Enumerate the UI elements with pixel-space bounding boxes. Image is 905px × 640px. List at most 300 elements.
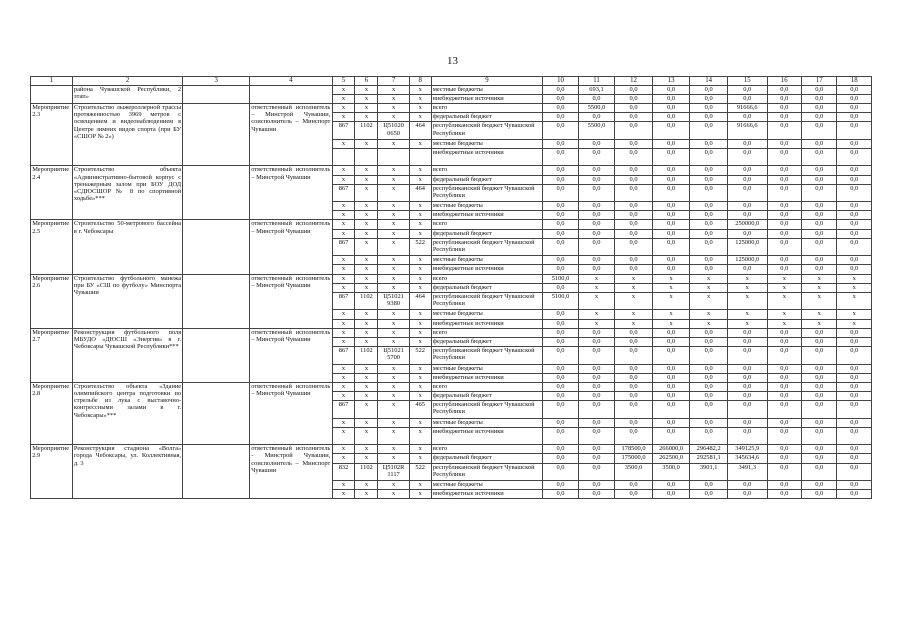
year-value: 0,0 bbox=[578, 166, 615, 175]
year-value: 0,0 bbox=[652, 328, 690, 337]
grbs-code: x bbox=[332, 229, 355, 238]
target-article-code: x bbox=[378, 283, 409, 292]
year-value: 0,0 bbox=[543, 481, 578, 490]
year-value: 0,0 bbox=[543, 175, 578, 184]
target-article-code: x bbox=[378, 265, 409, 274]
year-value: 0,0 bbox=[690, 184, 728, 201]
year-value: 0,0 bbox=[578, 265, 615, 274]
year-value: x bbox=[767, 283, 801, 292]
column-number-17: 17 bbox=[802, 77, 837, 86]
year-value: 0,0 bbox=[652, 256, 690, 265]
year-value: 0,0 bbox=[578, 401, 615, 418]
grbs-code: x bbox=[332, 337, 355, 346]
grbs-code: x bbox=[332, 454, 355, 463]
year-value: x bbox=[727, 292, 767, 309]
year-value: 0,0 bbox=[767, 220, 801, 229]
year-value: 0,0 bbox=[578, 481, 615, 490]
expense-type-code: x bbox=[409, 454, 431, 463]
year-value: 5500,0 bbox=[578, 103, 615, 112]
event-col3 bbox=[183, 166, 250, 220]
year-value: x bbox=[615, 292, 653, 309]
year-value: 0,0 bbox=[578, 490, 615, 499]
year-value: 0,0 bbox=[578, 94, 615, 103]
event-name: Строительство объекта «Административно-бытовой корпус с тренажерным залом при БОУ ДОД «СДЮСШОР № 8 по спортивной ходьбе»*** bbox=[72, 166, 183, 220]
year-value: 0,0 bbox=[727, 418, 767, 427]
year-value: 0,0 bbox=[543, 418, 578, 427]
expense-type-code: x bbox=[409, 392, 431, 401]
year-value: 0,0 bbox=[767, 202, 801, 211]
funding-source: местные бюджеты bbox=[431, 256, 543, 265]
year-value: x bbox=[652, 292, 690, 309]
year-value: 0,0 bbox=[578, 238, 615, 255]
year-value: 0,0 bbox=[727, 175, 767, 184]
year-value: 0,0 bbox=[652, 122, 690, 139]
funding-source: всего bbox=[431, 220, 543, 229]
funding-source: федеральный бюджет bbox=[431, 283, 543, 292]
funding-source: местные бюджеты bbox=[431, 364, 543, 373]
section-code: x bbox=[355, 373, 378, 382]
section-code: x bbox=[355, 103, 378, 112]
event-col3 bbox=[183, 274, 250, 328]
year-value: 0,0 bbox=[690, 85, 728, 94]
year-value: 0,0 bbox=[767, 229, 801, 238]
year-value: 0,0 bbox=[837, 166, 872, 175]
year-value: 0,0 bbox=[767, 481, 801, 490]
table-row bbox=[31, 274, 872, 283]
expense-type-code: x bbox=[409, 211, 431, 220]
section-code: 1102 bbox=[355, 122, 378, 139]
expense-type-code bbox=[409, 148, 431, 165]
grbs-code: x bbox=[332, 265, 355, 274]
expense-type-code: x bbox=[409, 283, 431, 292]
executor: ответственный исполнитель – Минстрой Чувашии bbox=[250, 220, 332, 274]
section-code: 1102 bbox=[355, 292, 378, 309]
year-value: 0,0 bbox=[652, 113, 690, 122]
budget-table bbox=[30, 76, 872, 499]
column-number-12: 12 bbox=[615, 77, 653, 86]
year-value: 0,0 bbox=[837, 148, 872, 165]
year-value: 0,0 bbox=[690, 364, 728, 373]
section-code: 1102 bbox=[355, 463, 378, 480]
grbs-code: 867 bbox=[332, 238, 355, 255]
target-article-code: x bbox=[378, 427, 409, 444]
year-value: 0,0 bbox=[615, 256, 653, 265]
year-value: 5500,0 bbox=[578, 122, 615, 139]
event-name: района Чувашской Республики, 2 этап» bbox=[72, 85, 183, 103]
target-article-code: x bbox=[378, 211, 409, 220]
year-value: x bbox=[727, 283, 767, 292]
year-value: 0,0 bbox=[615, 139, 653, 148]
funding-source: республиканский бюджет Чувашской Республики bbox=[431, 292, 543, 309]
grbs-code: x bbox=[332, 166, 355, 175]
year-value: 0,0 bbox=[837, 113, 872, 122]
year-value: 0,0 bbox=[802, 103, 837, 112]
year-value: 0,0 bbox=[543, 445, 578, 454]
section-code: x bbox=[355, 490, 378, 499]
year-value: 0,0 bbox=[802, 328, 837, 337]
year-value: 3901,1 bbox=[690, 463, 728, 480]
year-value: 0,0 bbox=[837, 94, 872, 103]
executor bbox=[250, 85, 332, 103]
target-article-code: x bbox=[378, 139, 409, 148]
target-article-code: x bbox=[378, 373, 409, 382]
year-value: 0,0 bbox=[802, 94, 837, 103]
year-value: x bbox=[837, 292, 872, 309]
target-article-code bbox=[378, 148, 409, 165]
year-value: x bbox=[690, 310, 728, 319]
year-value: 0,0 bbox=[690, 481, 728, 490]
grbs-code: x bbox=[332, 310, 355, 319]
funding-source: федеральный бюджет bbox=[431, 392, 543, 401]
year-value: 0,0 bbox=[652, 382, 690, 391]
expense-type-code: x bbox=[409, 328, 431, 337]
table-row bbox=[31, 220, 872, 229]
grbs-code: x bbox=[332, 139, 355, 148]
year-value: x bbox=[615, 310, 653, 319]
year-value: 0,0 bbox=[578, 373, 615, 382]
year-value: x bbox=[767, 274, 801, 283]
grbs-code: 867 bbox=[332, 401, 355, 418]
funding-source: внебюджетные источники bbox=[431, 490, 543, 499]
year-value: 0,0 bbox=[615, 347, 653, 364]
year-value: x bbox=[652, 319, 690, 328]
funding-source: всего bbox=[431, 103, 543, 112]
year-value: 0,0 bbox=[690, 337, 728, 346]
year-value: 0,0 bbox=[690, 418, 728, 427]
year-value: 0,0 bbox=[837, 229, 872, 238]
year-value: 0,0 bbox=[690, 265, 728, 274]
year-value: 0,0 bbox=[578, 347, 615, 364]
target-article-code: Ц51020 0650 bbox=[378, 122, 409, 139]
year-value: 125000,0 bbox=[727, 238, 767, 255]
column-number-3: 3 bbox=[183, 77, 250, 86]
year-value: 0,0 bbox=[767, 94, 801, 103]
year-value: 0,0 bbox=[543, 220, 578, 229]
year-value: 0,0 bbox=[837, 211, 872, 220]
year-value: 0,0 bbox=[578, 427, 615, 444]
year-value: x bbox=[802, 319, 837, 328]
expense-type-code: 522 bbox=[409, 463, 431, 480]
year-value: 0,0 bbox=[727, 184, 767, 201]
year-value: 5100,0 bbox=[543, 274, 578, 283]
year-value: 0,0 bbox=[652, 427, 690, 444]
target-article-code: x bbox=[378, 454, 409, 463]
column-number-8: 8 bbox=[409, 77, 431, 86]
year-value: 0,0 bbox=[690, 427, 728, 444]
funding-source: местные бюджеты bbox=[431, 418, 543, 427]
year-value: 0,0 bbox=[615, 175, 653, 184]
target-article-code: x bbox=[378, 392, 409, 401]
year-value: 0,0 bbox=[543, 103, 578, 112]
expense-type-code: x bbox=[409, 445, 431, 454]
funding-source: всего bbox=[431, 328, 543, 337]
section-code: x bbox=[355, 113, 378, 122]
column-number-2: 2 bbox=[72, 77, 183, 86]
year-value: 0,0 bbox=[615, 427, 653, 444]
year-value: 0,0 bbox=[767, 392, 801, 401]
section-code: 1102 bbox=[355, 347, 378, 364]
event-name: Строительство лыжероллерной трассы протяженностью 3969 метров с освещением и видеонаблюдением в Центре зимних видов спорта (при БУ «СШОР № 2») bbox=[72, 103, 183, 165]
section-code: x bbox=[355, 481, 378, 490]
year-value: 0,0 bbox=[615, 229, 653, 238]
year-value: 0,0 bbox=[543, 113, 578, 122]
year-value: x bbox=[837, 274, 872, 283]
event-label: Мероприятие 2.3 bbox=[31, 103, 73, 165]
grbs-code: x bbox=[332, 392, 355, 401]
year-value: 0,0 bbox=[615, 328, 653, 337]
funding-source: республиканский бюджет Чувашской Республики bbox=[431, 401, 543, 418]
year-value: 0,0 bbox=[837, 238, 872, 255]
expense-type-code: x bbox=[409, 175, 431, 184]
expense-type-code: x bbox=[409, 265, 431, 274]
executor: ответственный исполнитель – Минстрой Чувашии bbox=[250, 328, 332, 382]
year-value: 0,0 bbox=[690, 328, 728, 337]
year-value: 0,0 bbox=[727, 373, 767, 382]
year-value: 0,0 bbox=[690, 211, 728, 220]
year-value: 0,0 bbox=[543, 283, 578, 292]
year-value: 0,0 bbox=[837, 265, 872, 274]
section-code: x bbox=[355, 166, 378, 175]
year-value: 0,0 bbox=[802, 229, 837, 238]
year-value: 0,0 bbox=[543, 364, 578, 373]
target-article-code: x bbox=[378, 175, 409, 184]
target-article-code: x bbox=[378, 85, 409, 94]
year-value: 0,0 bbox=[578, 463, 615, 480]
year-value: 0,0 bbox=[727, 401, 767, 418]
year-value: 0,0 bbox=[767, 337, 801, 346]
event-name: Реконструкция футбольного поля МБУДО «ДЮСШ «Энергия» в г. Чебоксары Чувашской Республики*** bbox=[72, 328, 183, 382]
year-value: 0,0 bbox=[837, 139, 872, 148]
year-value: x bbox=[578, 319, 615, 328]
grbs-code: x bbox=[332, 202, 355, 211]
year-value: 0,0 bbox=[690, 139, 728, 148]
year-value: 0,0 bbox=[802, 202, 837, 211]
year-value: 0,0 bbox=[543, 122, 578, 139]
year-value: 0,0 bbox=[767, 166, 801, 175]
year-value: 0,0 bbox=[578, 113, 615, 122]
target-article-code: Ц5102R 1117 bbox=[378, 463, 409, 480]
year-value: 0,0 bbox=[802, 113, 837, 122]
year-value: 0,0 bbox=[767, 139, 801, 148]
grbs-code: x bbox=[332, 382, 355, 391]
year-value: 0,0 bbox=[802, 256, 837, 265]
year-value: 0,0 bbox=[767, 382, 801, 391]
target-article-code: x bbox=[378, 337, 409, 346]
funding-source: внебюджетные источники bbox=[431, 211, 543, 220]
year-value: 0,0 bbox=[543, 229, 578, 238]
year-value: 0,0 bbox=[727, 481, 767, 490]
year-value: 0,0 bbox=[615, 103, 653, 112]
funding-source: внебюджетные источники bbox=[431, 373, 543, 382]
year-value: 0,0 bbox=[727, 392, 767, 401]
year-value: 0,0 bbox=[767, 238, 801, 255]
target-article-code: x bbox=[378, 274, 409, 283]
year-value: 0,0 bbox=[727, 113, 767, 122]
year-value: 0,0 bbox=[727, 202, 767, 211]
year-value: 0,0 bbox=[543, 337, 578, 346]
year-value: 0,0 bbox=[727, 382, 767, 391]
target-article-code: x bbox=[378, 103, 409, 112]
year-value: 0,0 bbox=[690, 347, 728, 364]
year-value: 91666,6 bbox=[727, 103, 767, 112]
year-value: 0,0 bbox=[578, 139, 615, 148]
year-value: 0,0 bbox=[690, 382, 728, 391]
funding-source: внебюджетные источники bbox=[431, 148, 543, 165]
year-value: 0,0 bbox=[578, 211, 615, 220]
year-value: 0,0 bbox=[837, 427, 872, 444]
year-value: 0,0 bbox=[727, 94, 767, 103]
target-article-code: x bbox=[378, 364, 409, 373]
expense-type-code: x bbox=[409, 166, 431, 175]
year-value: 0,0 bbox=[615, 238, 653, 255]
year-value: 0,0 bbox=[767, 445, 801, 454]
year-value: x bbox=[652, 274, 690, 283]
section-code: x bbox=[355, 202, 378, 211]
year-value: 0,0 bbox=[767, 103, 801, 112]
event-name: Строительство 50-метрового бассейна в г. Чебоксары bbox=[72, 220, 183, 274]
expense-type-code: x bbox=[409, 427, 431, 444]
section-code: x bbox=[355, 364, 378, 373]
year-value: 0,0 bbox=[802, 392, 837, 401]
expense-type-code: 464 bbox=[409, 184, 431, 201]
year-value: x bbox=[690, 319, 728, 328]
year-value: 0,0 bbox=[652, 401, 690, 418]
year-value: 0,0 bbox=[615, 265, 653, 274]
target-article-code: x bbox=[378, 481, 409, 490]
year-value: 0,0 bbox=[543, 347, 578, 364]
year-value: 0,0 bbox=[727, 85, 767, 94]
year-value: 693,1 bbox=[578, 85, 615, 94]
year-value: 0,0 bbox=[802, 364, 837, 373]
funding-source: республиканский бюджет Чувашской Республики bbox=[431, 463, 543, 480]
year-value: 0,0 bbox=[652, 238, 690, 255]
year-value: 0,0 bbox=[578, 220, 615, 229]
target-article-code: x bbox=[378, 94, 409, 103]
year-value: 0,0 bbox=[543, 454, 578, 463]
year-value: x bbox=[578, 292, 615, 309]
section-code: x bbox=[355, 265, 378, 274]
expense-type-code: x bbox=[409, 373, 431, 382]
expense-type-code: 522 bbox=[409, 238, 431, 255]
year-value: 0,0 bbox=[837, 328, 872, 337]
year-value: 0,0 bbox=[652, 481, 690, 490]
year-value: 0,0 bbox=[578, 148, 615, 165]
year-value: 175000,0 bbox=[615, 454, 653, 463]
year-value: 0,0 bbox=[727, 347, 767, 364]
column-number-5: 5 bbox=[332, 77, 355, 86]
year-value: x bbox=[578, 274, 615, 283]
year-value: 0,0 bbox=[767, 211, 801, 220]
section-code: x bbox=[355, 94, 378, 103]
year-value: 250000,0 bbox=[727, 220, 767, 229]
year-value: 0,0 bbox=[802, 85, 837, 94]
year-value: 0,0 bbox=[802, 382, 837, 391]
year-value: 0,0 bbox=[767, 175, 801, 184]
funding-source: всего bbox=[431, 445, 543, 454]
table-row bbox=[31, 166, 872, 175]
event-name: Строительство футбольного манежа при БУ «СШ по футболу» Минспорта Чувашии bbox=[72, 274, 183, 328]
year-value: 0,0 bbox=[615, 401, 653, 418]
year-value: 0,0 bbox=[578, 328, 615, 337]
year-value: 0,0 bbox=[802, 337, 837, 346]
executor: ответственный исполнитель – Минстрой Чувашии bbox=[250, 274, 332, 328]
funding-source: республиканский бюджет Чувашской Республики bbox=[431, 184, 543, 201]
event-col3 bbox=[183, 85, 250, 103]
year-value: x bbox=[727, 319, 767, 328]
grbs-code: x bbox=[332, 256, 355, 265]
year-value: x bbox=[802, 292, 837, 309]
section-code: x bbox=[355, 382, 378, 391]
section-code: x bbox=[355, 211, 378, 220]
year-value: 0,0 bbox=[837, 220, 872, 229]
page-number: 13 bbox=[447, 55, 458, 67]
funding-source: республиканский бюджет Чувашской Республики bbox=[431, 347, 543, 364]
event-label: Мероприятие 2.4 bbox=[31, 166, 73, 220]
year-value: 0,0 bbox=[652, 148, 690, 165]
grbs-code: x bbox=[332, 85, 355, 94]
grbs-code: x bbox=[332, 445, 355, 454]
target-article-code: Ц51021 5700 bbox=[378, 347, 409, 364]
year-value: 0,0 bbox=[837, 373, 872, 382]
target-article-code: x bbox=[378, 445, 409, 454]
funding-source: внебюджетные источники bbox=[431, 319, 543, 328]
year-value: 0,0 bbox=[727, 427, 767, 444]
year-value: 0,0 bbox=[802, 445, 837, 454]
year-value: 0,0 bbox=[802, 265, 837, 274]
year-value: 0,0 bbox=[837, 122, 872, 139]
funding-source: федеральный бюджет bbox=[431, 454, 543, 463]
section-code: x bbox=[355, 184, 378, 201]
year-value: 0,0 bbox=[543, 184, 578, 201]
expense-type-code: 465 bbox=[409, 401, 431, 418]
year-value: 0,0 bbox=[690, 392, 728, 401]
year-value: 0,0 bbox=[543, 85, 578, 94]
section-code: x bbox=[355, 328, 378, 337]
year-value: 0,0 bbox=[767, 418, 801, 427]
table-row bbox=[31, 328, 872, 337]
year-value: 0,0 bbox=[615, 337, 653, 346]
year-value: 125000,0 bbox=[727, 256, 767, 265]
year-value: 0,0 bbox=[578, 382, 615, 391]
grbs-code: x bbox=[332, 490, 355, 499]
section-code: x bbox=[355, 401, 378, 418]
year-value: 0,0 bbox=[727, 166, 767, 175]
year-value: 0,0 bbox=[767, 490, 801, 499]
year-value: 0,0 bbox=[690, 238, 728, 255]
section-code: x bbox=[355, 427, 378, 444]
expense-type-code: x bbox=[409, 337, 431, 346]
year-value: 0,0 bbox=[837, 364, 872, 373]
year-value: 0,0 bbox=[543, 319, 578, 328]
column-number-7: 7 bbox=[378, 77, 409, 86]
year-value: 0,0 bbox=[767, 122, 801, 139]
year-value: 0,0 bbox=[615, 392, 653, 401]
year-value: 0,0 bbox=[837, 184, 872, 201]
year-value: 0,0 bbox=[543, 166, 578, 175]
grbs-code: x bbox=[332, 103, 355, 112]
column-number-18: 18 bbox=[837, 77, 872, 86]
section-code: x bbox=[355, 256, 378, 265]
event-label: Мероприятие 2.6 bbox=[31, 274, 73, 328]
funding-source: всего bbox=[431, 274, 543, 283]
year-value: 0,0 bbox=[690, 103, 728, 112]
year-value: 0,0 bbox=[578, 418, 615, 427]
year-value: 266000,0 bbox=[652, 445, 690, 454]
section-code: x bbox=[355, 310, 378, 319]
year-value: 0,0 bbox=[802, 122, 837, 139]
section-code: x bbox=[355, 274, 378, 283]
event-label: Мероприятие 2.9 bbox=[31, 445, 73, 499]
